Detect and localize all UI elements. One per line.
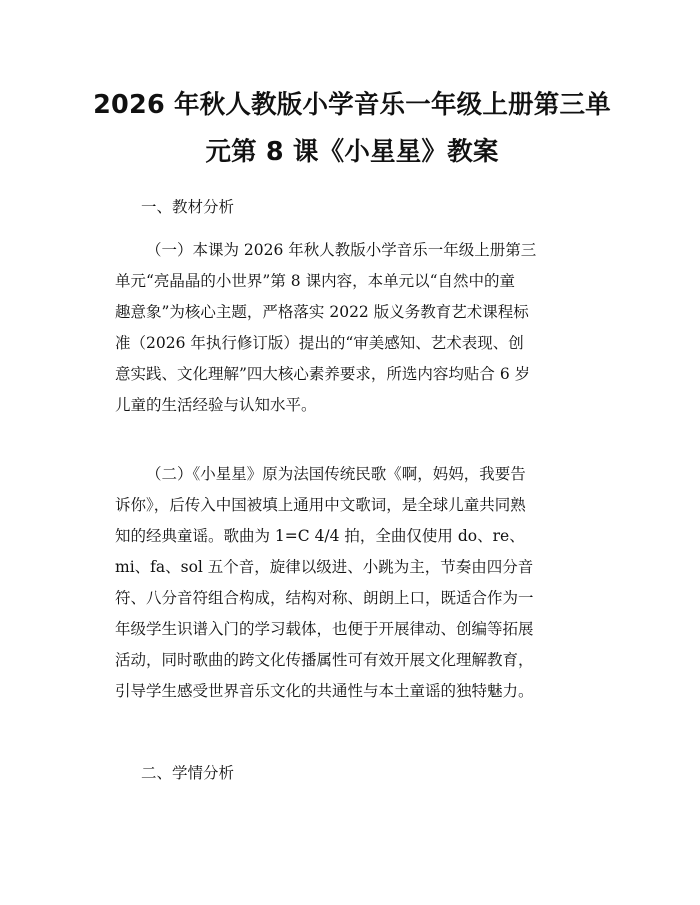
paragraph-line: 符、八分音符组合构成，结构对称、朗朗上口，既适合作为一 [115, 589, 534, 607]
section-heading-student-analysis: 二、学情分析 [141, 764, 235, 782]
paragraph-line: 趣意象”为核心主题，严格落实 2022 版义务教育艺术课程标 [115, 303, 529, 321]
paragraph-line: （二）《小星星》原为法国传统民歌《啊，妈妈，我要告 [146, 465, 526, 483]
paragraph-line: 知的经典童谣。歌曲为 1=C 4/4 拍，全曲仅使用 do、re、 [115, 527, 525, 545]
document-title [92, 82, 612, 176]
title-line: 2026 年秋人教版小学音乐一年级上册第三单 [93, 90, 611, 120]
paragraph-line: 意实践、文化理解”四大核心素养要求，所选内容均贴合 6 岁 [115, 365, 531, 383]
paragraph-line: 单元“亮晶晶的小世界”第 8 课内容，本单元以“自然中的童 [115, 272, 515, 290]
paragraph-line: （一）本课为 2026 年秋人教版小学音乐一年级上册第三 [146, 241, 537, 259]
paragraph-line: 诉你》，后传入中国被填上通用中文歌词，是全球儿童共同熟 [115, 496, 526, 514]
paragraph-line: 准（2026 年执行修订版）提出的“审美感知、艺术表现、创 [115, 334, 524, 352]
paragraph-line: mi、fa、sol 五个音，旋律以级进、小跳为主，节奏由四分音 [115, 558, 534, 576]
paragraph-line: 年级学生识谱入门的学习载体，也便于开展律动、创编等拓展 [115, 620, 534, 638]
paragraph-textbook-overview [115, 235, 608, 421]
section-heading-textbook-analysis: 一、教材分析 [141, 198, 235, 216]
paragraph-line: 儿童的生活经验与认知水平。 [115, 396, 317, 414]
paragraph-song-analysis [115, 459, 608, 707]
title-line: 元第 8 课《小星星》教案 [205, 137, 499, 167]
paragraph-line: 引导学生感受世界音乐文化的共通性与本土童谣的独特魅力。 [115, 682, 534, 700]
paragraph-line: 活动，同时歌曲的跨文化传播属性可有效开展文化理解教育， [115, 651, 534, 669]
